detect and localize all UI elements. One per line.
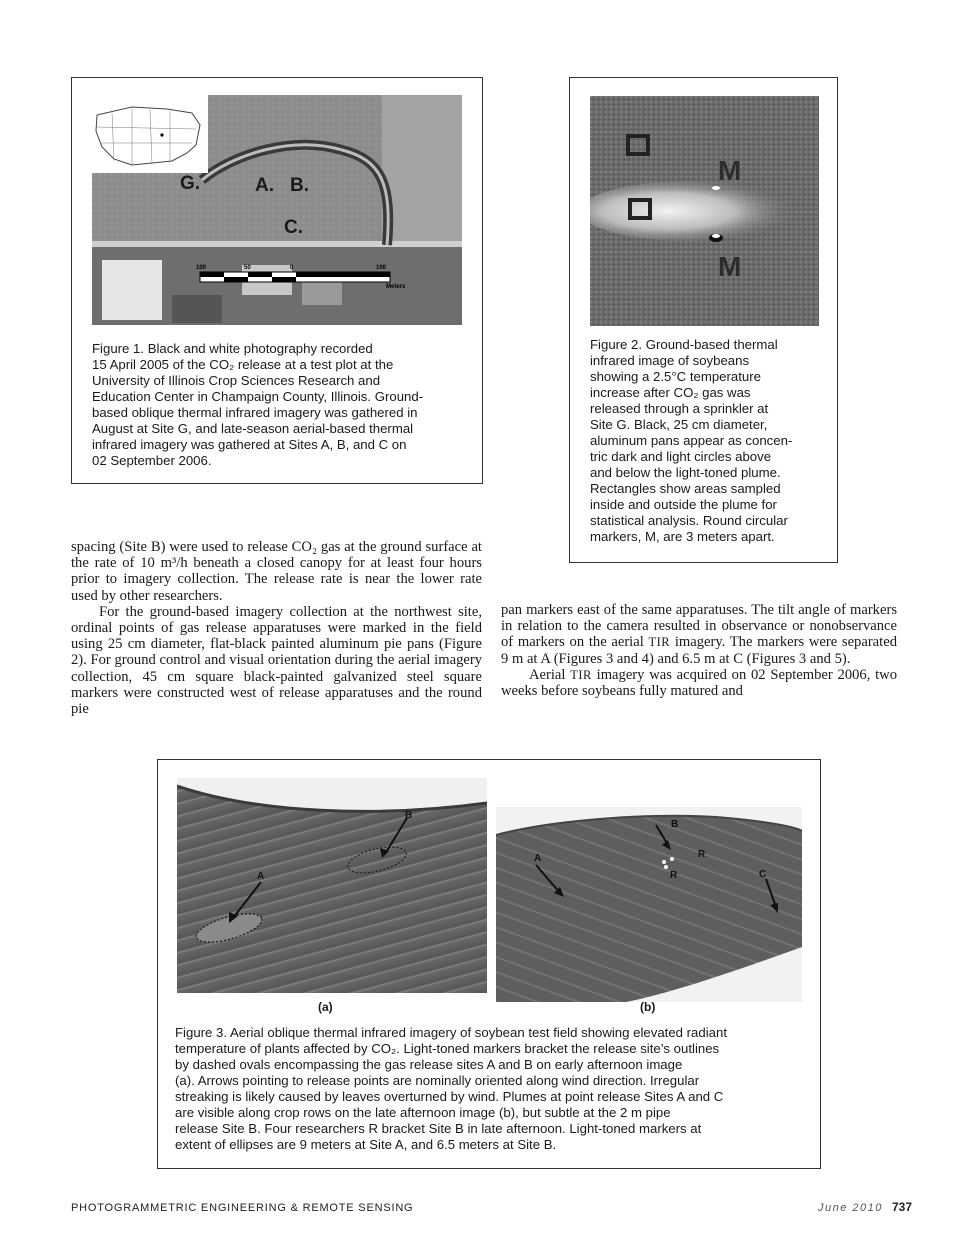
- caption-line: 15 April 2005 of the CO₂ release at a test plot at the: [92, 357, 394, 372]
- body-paragraph: [501, 602, 897, 667]
- site-label-g: G.: [180, 173, 201, 194]
- acronym: TIR: [570, 667, 592, 682]
- body-paragraph: For the ground-based imagery collection at the northwest site, ordinal points of gas release apparatuses were marked in the field using 25 cm diameter, flat-black painted aluminum pie pans (Figure 2). For ground control and visual orientation during the aerial imagery collection, 45 cm square black-painted galvanized steel square markers were constructed west of release apparatuses and the round pie: [71, 603, 482, 718]
- marker-label-b: B: [671, 819, 679, 830]
- caption-line: temperature of plants affected by CO₂. Light-toned markers bracket the release site’s outlines: [175, 1041, 720, 1056]
- caption-line: are visible along crop rows on the late afternoon image (b), but subtle at the 2 m pipe: [175, 1105, 671, 1120]
- figure-2-thermal-image: [590, 96, 819, 326]
- marker-label-a: A: [534, 853, 542, 864]
- page-number: 737: [891, 1200, 912, 1214]
- marker-label-r: R: [698, 849, 706, 860]
- figure-2: [569, 77, 838, 563]
- body-paragraph: spacing (Site B) were used to release CO₂ gas at the ground surface at the rate of 10 m³/h beneath a closed canopy for at least four hours prior to imagery collection. The release rate is near the lower rate used by other researchers.: [71, 539, 482, 604]
- caption-line: aluminum pans appear as concen-: [590, 433, 793, 448]
- journal-name: PHOTOGRAMMETRIC ENGINEERING & REMOTE SENSING: [71, 1202, 414, 1214]
- caption-line: tric dark and light circles above: [590, 449, 772, 464]
- caption-line: (a). Arrows pointing to release points are nominally oriented along wind direction. Irregular: [175, 1073, 700, 1088]
- scale-unit: Meters: [386, 284, 406, 290]
- marker-label-m-top: M: [718, 155, 742, 186]
- caption-line: based oblique thermal infrared imagery was gathered in: [92, 405, 418, 420]
- scale-number: 0: [290, 265, 294, 271]
- caption-line: markers, M, are 3 meters apart.: [590, 529, 775, 544]
- figure-3-caption: [175, 1025, 815, 1153]
- marker-label-c: C: [759, 869, 767, 880]
- marker-label-b: B: [405, 810, 413, 821]
- caption-line: released through a sprinkler at: [590, 401, 769, 416]
- scale-number: 100: [376, 265, 387, 271]
- caption-line: statistical analysis. Round circular: [590, 513, 788, 528]
- caption-line: release Site B. Four researchers R bracket Site B in late afternoon. Light-toned markers at: [175, 1121, 702, 1136]
- caption-line: infrared imagery was gathered at Sites A, B, and C on: [92, 437, 407, 452]
- panel-a-label: (a): [318, 1000, 333, 1014]
- caption-line: increase after CO₂ gas was: [590, 385, 751, 400]
- caption-line: 02 September 2006.: [92, 453, 212, 468]
- figure-3: [157, 759, 821, 1169]
- caption-line: Figure 3. Aerial oblique thermal infrared imagery of soybean test field showing elevated radiant: [175, 1025, 727, 1040]
- figure-2-caption: [590, 337, 830, 545]
- marker-label-a: A: [257, 871, 265, 882]
- figure-1: [71, 77, 483, 484]
- caption-line: August at Site G, and late-season aerial-based thermal: [92, 421, 414, 436]
- text-run: pan markers east of the same apparatuses. The tilt angle of markers in relation to the camera resulted in observance or nonobservance of markers on the aerial: [501, 602, 897, 651]
- site-label-c: C.: [284, 217, 303, 238]
- figure-3-panel-b: [496, 807, 802, 1002]
- figure-3-panel-a: [177, 778, 487, 993]
- caption-line: Figure 2. Ground-based thermal: [590, 337, 778, 352]
- body-column-left: [71, 539, 482, 717]
- text-run: imagery. The markers were separated 9 m at A (Figures 3 and 4) and 6.5 m at C (Figures 3 and 5).: [501, 634, 897, 667]
- caption-line: streaking is likely caused by leaves overturned by wind. Plumes at point release Sites A and C: [175, 1089, 724, 1104]
- caption-line: showing a 2.5°C temperature: [590, 369, 761, 384]
- caption-line: inside and outside the plume for: [590, 497, 777, 512]
- site-label-b: B.: [290, 175, 309, 196]
- body-paragraph: [501, 667, 897, 699]
- figure-1-caption: [92, 341, 472, 469]
- figure-1-aerial-photo: [92, 95, 462, 325]
- caption-line: extent of ellipses are 9 meters at Site A, and 6.5 meters at Site B.: [175, 1137, 557, 1152]
- marker-label-r: R: [670, 870, 678, 881]
- caption-line: Site G. Black, 25 cm diameter,: [590, 417, 768, 432]
- acronym: TIR: [648, 635, 671, 650]
- scale-number: 100: [196, 265, 207, 271]
- text-run: imagery was acquired on 02 September 2006, two weeks before soybeans fully matured and: [501, 666, 898, 700]
- text-run: Aerial: [529, 666, 566, 683]
- panel-b-label: (b): [640, 1000, 656, 1014]
- caption-line: Education Center in Champaign County, Illinois. Ground-: [92, 389, 424, 404]
- caption-line: Figure 1. Black and white photography recorded: [92, 341, 373, 356]
- caption-line: Rectangles show areas sampled: [590, 481, 781, 496]
- caption-line: by dashed ovals encompassing the gas release sites A and B on early afternoon image: [175, 1057, 683, 1072]
- caption-line: infrared image of soybeans: [590, 353, 750, 368]
- caption-line: University of Illinois Crop Sciences Research and: [92, 373, 381, 388]
- site-label-a: A.: [255, 175, 274, 196]
- caption-line: and below the light-toned plume.: [590, 465, 781, 480]
- body-column-right: [501, 602, 897, 699]
- scale-number: 50: [244, 265, 251, 271]
- marker-label-m-bottom: M: [718, 251, 742, 282]
- page-footer-right: [818, 1200, 912, 1214]
- issue-date: June 2010: [818, 1202, 883, 1214]
